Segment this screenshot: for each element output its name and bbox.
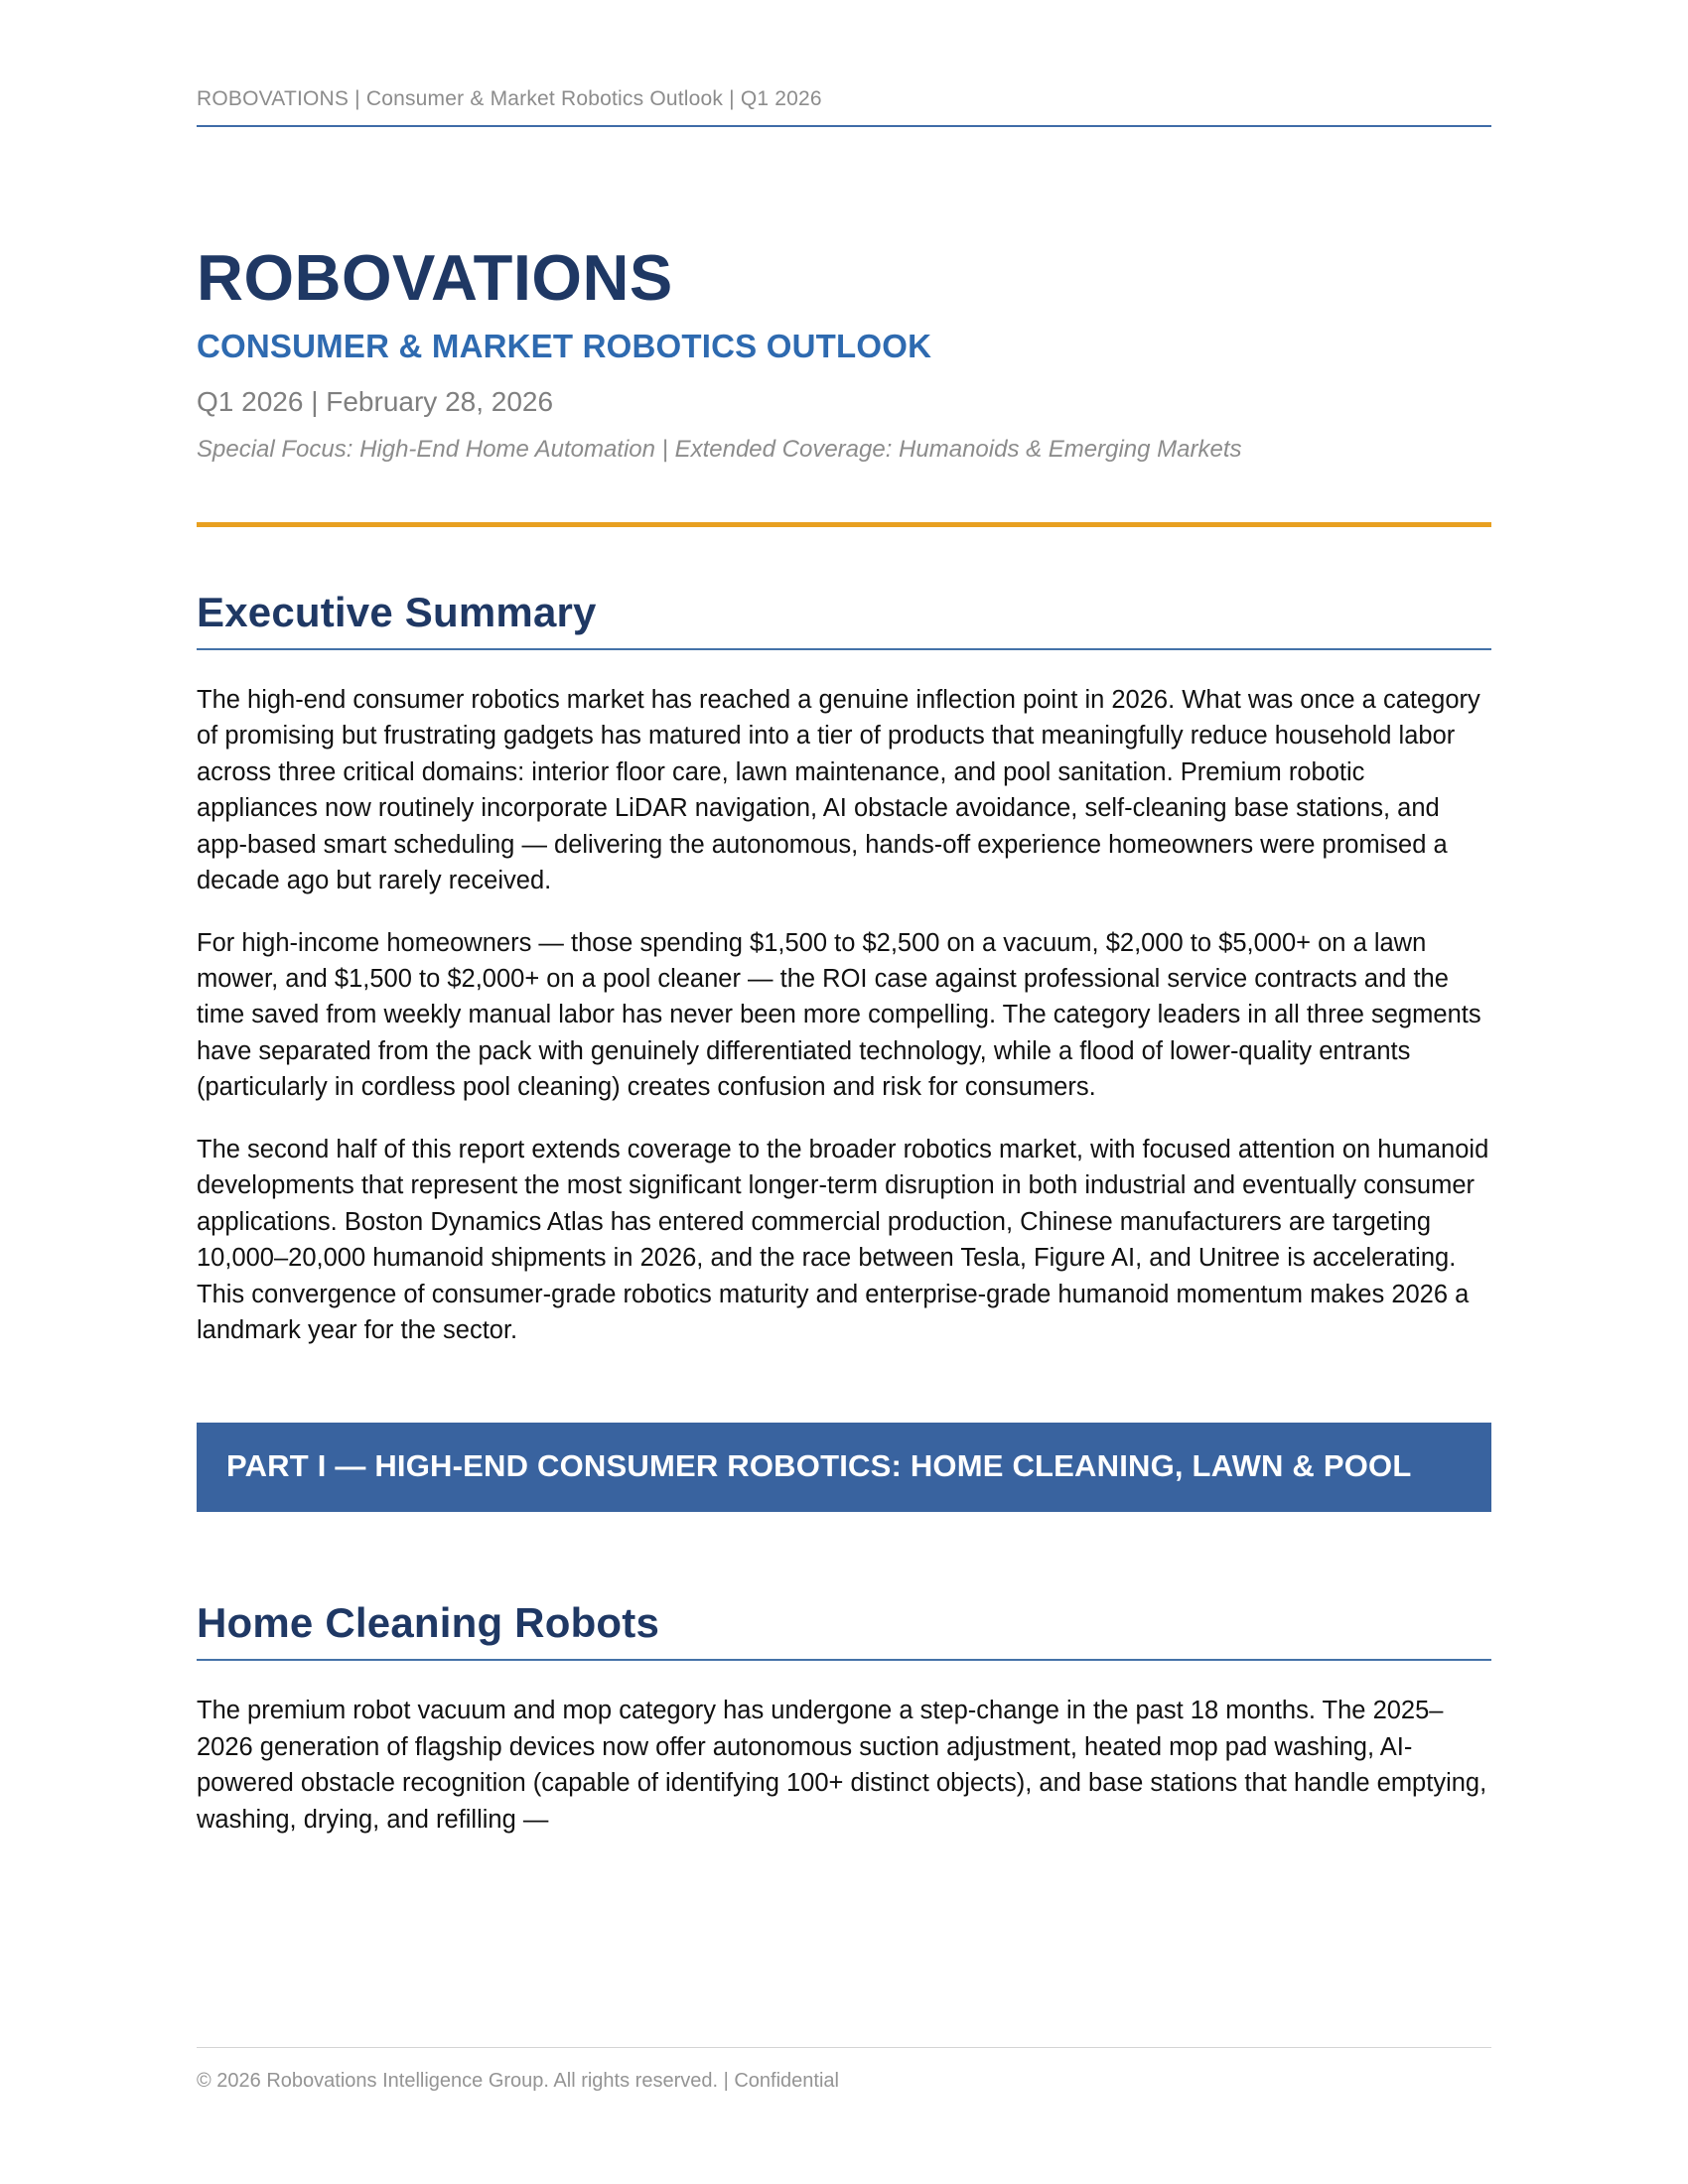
running-header-text: ROBOVATIONS | Consumer & Market Robotics Outlook | Q1 2026 [197, 87, 822, 110]
section-heading-executive-summary: Executive Summary [197, 588, 597, 635]
masthead-accent-rule [197, 522, 1491, 527]
report-date-line: Q1 2026 | February 28, 2026 [197, 386, 554, 418]
paragraph: The second half of this report extends coverage to the broader robotics market, with focused attention on humanoid developments that represent the most significant longer-term disruption in both industrial and eventually consumer applications. Boston Dynamics Atlas has entered commercial production, Chinese manufacturers are targeting 10,000–20,000 humanoid shipments in 2026, and the race between Tesla, Figure AI, and Unitree is accelerating. This convergence of consumer-grade robotics maturity and enterprise-grade humanoid momentum makes 2026 a landmark year for the sector. [197, 1135, 1489, 1345]
section-executive-summary [197, 589, 1491, 1349]
section-heading-home-cleaning-robots: Home Cleaning Robots [197, 1599, 660, 1647]
footer-rule [197, 2047, 1491, 2048]
part-banner [197, 1423, 1491, 1513]
section-home-cleaning-robots [197, 1599, 1491, 1838]
report-focus-line: Special Focus: High-End Home Automation | Extended Coverage: Humanoids & Emerging Markets [197, 435, 1242, 463]
masthead [197, 127, 1491, 527]
page-footer [197, 2047, 1491, 2093]
report-subtitle: CONSUMER & MARKET ROBOTICS OUTLOOK [197, 328, 932, 365]
part-banner-text: PART I — HIGH-END CONSUMER ROBOTICS: HOME CLEANING, LAWN & POOL [226, 1447, 1412, 1483]
running-header [197, 0, 1491, 127]
paragraph: The high-end consumer robotics market has reached a genuine inflection point in 2026. What was once a category of promising but frustrating gadgets has matured into a tier of products that meaningfully reduce household labor across three critical domains: interior floor care, lawn maintenance, and pool sanitation. Premium robotic appliances now routinely incorporate LiDAR navigation, AI obstacle avoidance, self-cleaning base stations, and app-based smart scheduling — delivering the autonomous, hands-off experience homeowners were promised a decade ago but rarely received. [197, 685, 1480, 895]
section-rule [197, 648, 1491, 650]
report-title: ROBOVATIONS [197, 241, 673, 314]
section-rule [197, 1659, 1491, 1661]
paragraph: The premium robot vacuum and mop category has undergone a step-change in the past 18 months. The 2025–2026 generation of flagship devices now offer autonomous suction adjustment, heated mop pad washing, AI-powered obstacle recognition (capable of identifying 100+ distinct objects), and base stations that handle emptying, washing, drying, and refilling — [197, 1697, 1487, 1834]
paragraph: For high-income homeowners — those spending $1,500 to $2,500 on a vacuum, $2,000 to $5,000+ on a lawn mower, and $1,500 to $2,000+ on a pool cleaner — the ROI case against professional service contracts and the time saved from weekly manual labor has never been more compelling. The category leaders in all three segments have separated from the pack with genuinely differentiated technology, while a flood of lower-quality entrants (particularly in cordless pool cleaning) creates confusion and risk for consumers. [197, 928, 1481, 1102]
footer-text: © 2026 Robovations Intelligence Group. All rights reserved. | Confidential [197, 2070, 839, 2092]
